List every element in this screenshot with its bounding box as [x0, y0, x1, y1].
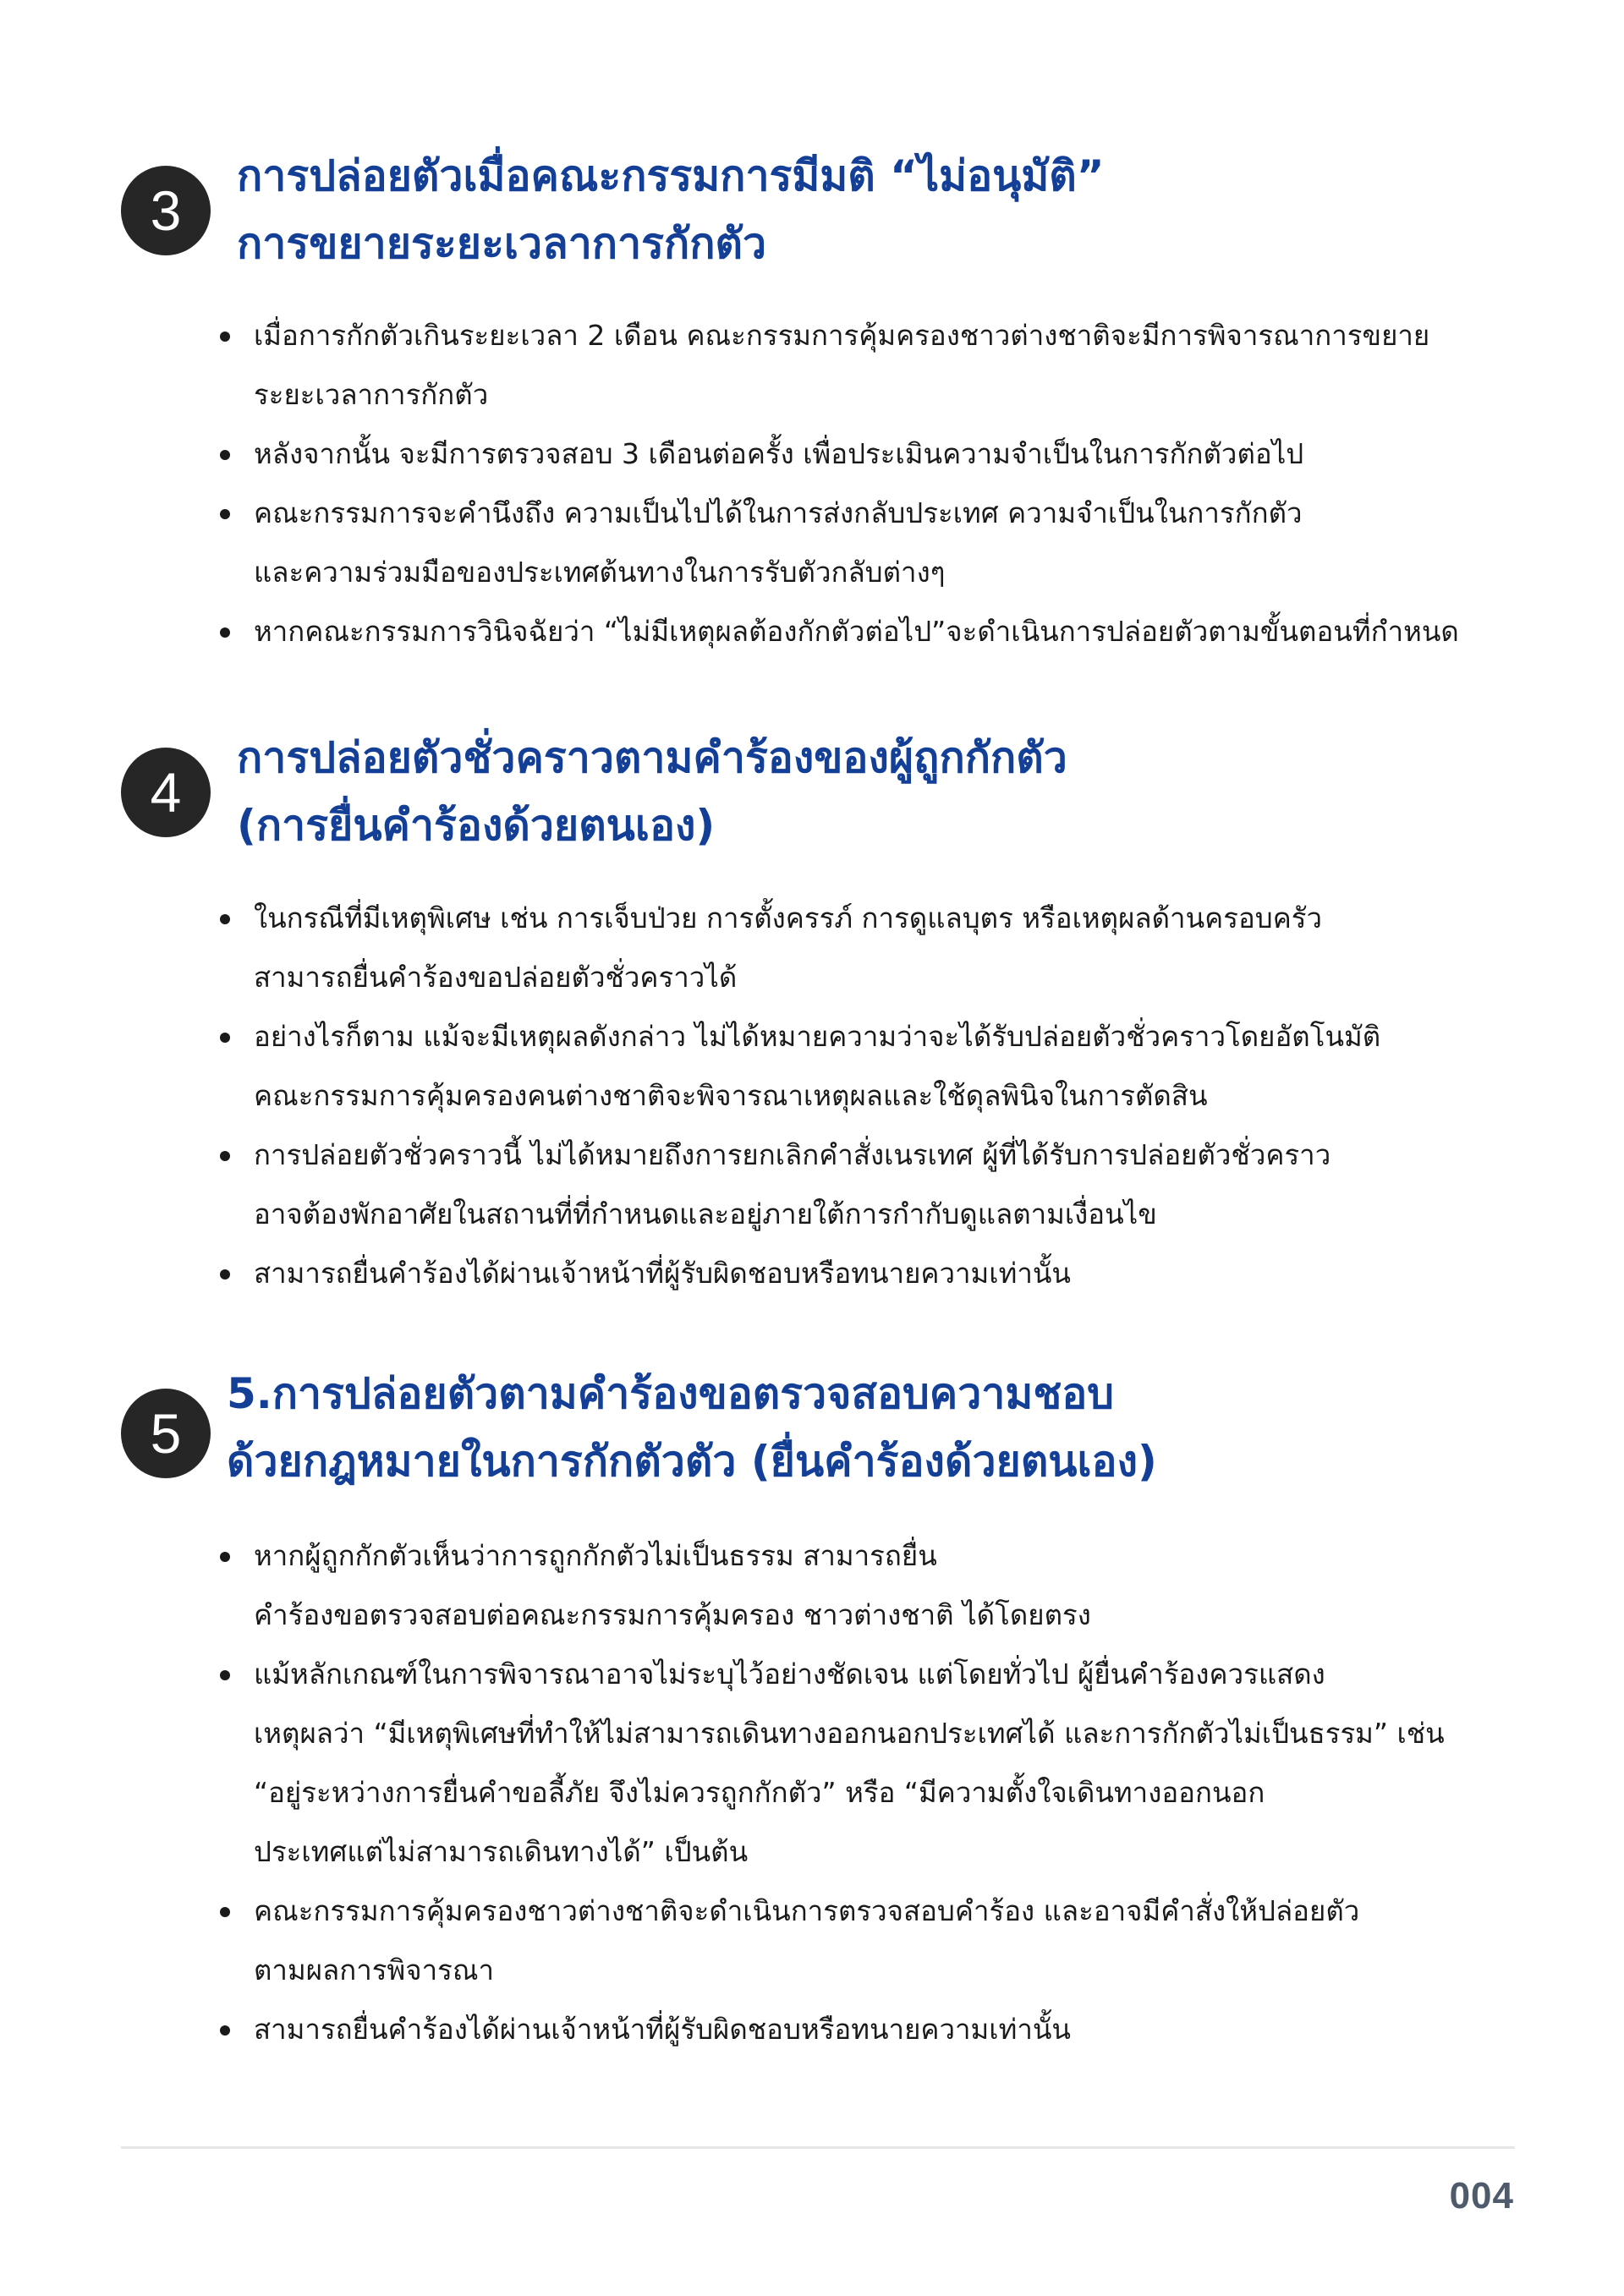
section-heading-line: การปล่อยตัวเมื่อคณะกรรมการมีมติ “ไม่อนุมัติ” [237, 151, 1105, 200]
bullet-item [254, 889, 1380, 1007]
bullet-item [254, 1882, 1445, 2000]
bullet-line: คณะกรรมการคุ้มครองคนต่างชาติจะพิจารณาเหตุผลและใช้ดุลพินิจในการตัดสิน [254, 1079, 1208, 1112]
bullet-line: การปล่อยตัวชั่วคราวนี้ ไม่ได้หมายถึงการยกเลิกคำสั่งเนรเทศ ผู้ที่ได้รับการปล่อยตัวชั่วคราว [254, 1138, 1331, 1171]
bullet-line: คำร้องขอตรวจสอบต่อคณะกรรมการคุ้มครอง ชาวต่างชาติ ได้โดยตรง [254, 1598, 1091, 1631]
section-heading-line: ด้วยกฎหมายในการกักตัวตัว (ยื่นคำร้องด้วยตนเอง) [227, 1437, 1157, 1486]
bullet-item [254, 1126, 1380, 1244]
section-heading [237, 142, 1105, 277]
bullet-list [254, 1526, 1445, 2059]
bullet-line: อย่างไรก็ตาม แม้จะมีเหตุผลดังกล่าว ไม่ได้หมายความว่าจะได้รับปล่อยตัวชั่วคราวโดยอัตโนมัติ [254, 1020, 1381, 1053]
section-heading [227, 1360, 1157, 1495]
page-number: 004 [1449, 2175, 1514, 2217]
bullet-line: สามารถยื่นคำร้องได้ผ่านเจ้าหน้าที่ผู้รับผิดชอบหรือทนายความเท่านั้น [254, 1257, 1071, 1290]
bullet-item [254, 1007, 1380, 1126]
bullet-item [254, 425, 1459, 484]
bullet-list [254, 306, 1459, 661]
bullet-line: หลังจากนั้น จะมีการตรวจสอบ 3 เดือนต่อครั้ง เพื่อประเมินความจำเป็นในการกักตัวต่อไป [254, 437, 1304, 470]
bullet-line: สามารถยื่นคำร้องขอปล่อยตัวชั่วคราวได้ [254, 961, 738, 994]
section-number-badge: 5 [121, 1389, 211, 1478]
bullet-line: เมื่อการกักตัวเกินระยะเวลา 2 เดือน คณะกรรมการคุ้มครองชาวต่างชาติจะมีการพิจารณาการขยาย [254, 319, 1430, 352]
bullet-item [254, 602, 1459, 661]
bullet-line: และความร่วมมือของประเทศต้นทางในการรับตัวกลับต่างๆ [254, 556, 946, 589]
bullet-line: ตามผลการพิจารณา [254, 1954, 494, 1986]
bullet-item [254, 1244, 1380, 1303]
bullet-line: หากผู้ถูกกักตัวเห็นว่าการถูกกักตัวไม่เป็นธรรม สามารถยื่น [254, 1539, 937, 1572]
bullet-line: คณะกรรมการคุ้มครองชาวต่างชาติจะดำเนินการตรวจสอบคำร้อง และอาจมีคำสั่งให้ปล่อยตัว [254, 1894, 1360, 1927]
footer-divider [121, 2146, 1515, 2149]
bullet-line: หากคณะกรรมการวินิจฉัยว่า “ไม่มีเหตุผลต้องกักตัวต่อไป”จะดำเนินการปล่อยตัวตามขั้นตอนที่กำหนด [254, 615, 1459, 648]
section-number-badge: 4 [121, 748, 211, 837]
bullet-list [254, 889, 1380, 1303]
bullet-line: เหตุผลว่า “มีเหตุพิเศษที่ทำให้ไม่สามารถเดินทางออกนอกประเทศได้ และการกักตัวไม่เป็นธรรม” เช่น [254, 1717, 1445, 1750]
bullet-line: คณะกรรมการจะคำนึงถึง ความเป็นไปได้ในการส่งกลับประเทศ ความจำเป็นในการกักตัว [254, 496, 1303, 529]
bullet-item [254, 306, 1459, 425]
section-heading-line: 5.การปล่อยตัวตามคำร้องขอตรวจสอบความชอบ [227, 1369, 1115, 1418]
bullet-line: ประเทศแต่ไม่สามารถเดินทางได้” เป็นต้น [254, 1835, 749, 1868]
section-heading-line: (การยื่นคำร้องด้วยตนเอง) [237, 801, 716, 850]
bullet-line: ระยะเวลาการกักตัว [254, 378, 489, 411]
bullet-item [254, 2000, 1445, 2059]
section-number-badge: 3 [121, 166, 211, 255]
bullet-item [254, 1526, 1445, 1645]
bullet-line: อาจต้องพักอาศัยในสถานที่ที่กำหนดและอยู่ภายใต้การกำกับดูแลตามเงื่อนไข [254, 1197, 1157, 1230]
bullet-item [254, 1645, 1445, 1882]
bullet-line: “อยู่ระหว่างการยื่นคำขอลี้ภัย จึงไม่ควรถูกกักตัว” หรือ “มีความตั้งใจเดินทางออกนอก [254, 1776, 1265, 1809]
bullet-item [254, 484, 1459, 602]
section-heading [237, 724, 1067, 859]
bullet-line: สามารถยื่นคำร้องได้ผ่านเจ้าหน้าที่ผู้รับผิดชอบหรือทนายความเท่านั้น [254, 2013, 1071, 2046]
section-heading-line: การปล่อยตัวชั่วคราวตามคำร้องของผู้ถูกกักตัว [237, 733, 1067, 782]
bullet-line: แม้หลักเกณฑ์ในการพิจารณาอาจไม่ระบุไว้อย่างชัดเจน แต่โดยทั่วไป ผู้ยื่นคำร้องควรแสดง [254, 1658, 1325, 1690]
section-heading-line: การขยายระยะเวลาการกักตัว [237, 219, 767, 268]
bullet-line: ในกรณีที่มีเหตุพิเศษ เช่น การเจ็บป่วย การตั้งครรภ์ การดูแลบุตร หรือเหตุผลด้านครอบครัว [254, 901, 1323, 934]
